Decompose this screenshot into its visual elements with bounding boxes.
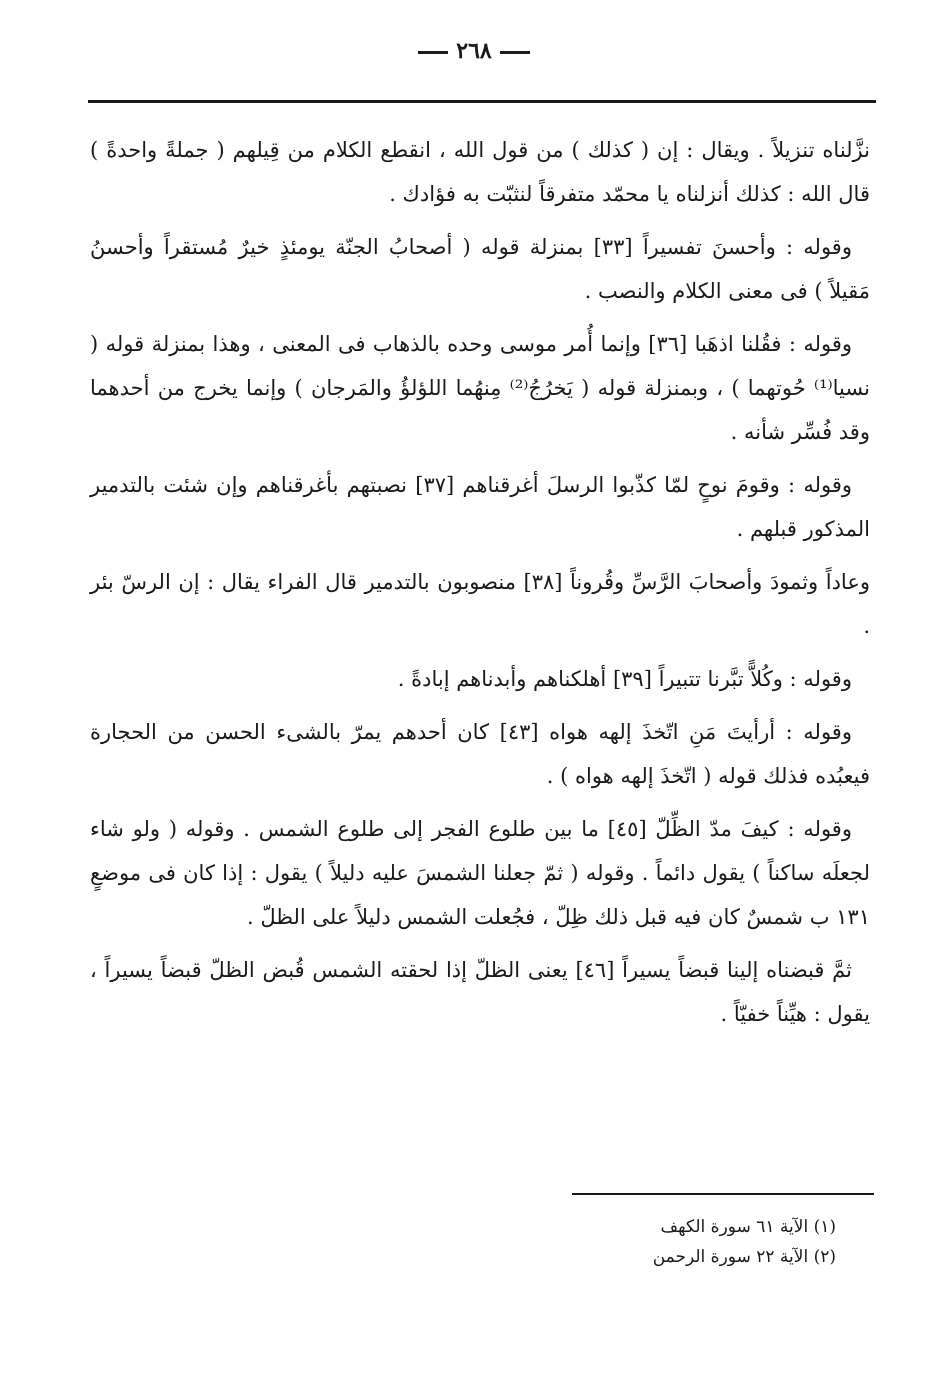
header-rule xyxy=(88,100,876,103)
header-dash-right xyxy=(500,51,530,54)
paragraph: وقوله : فقُلنا اذهَبا [٣٦] وإنما أُمر موسى وحده بالذهاب فى المعنى ، وهذا بمنزلة قوله ( نسيا⁽¹⁾ حُوتهما ) ، وبمنزلة قوله ( يَخرُجُ⁽²⁾ مِنهُما اللؤلؤُ والمَرجان ) وإنما يخرج من أحدهما وقد فُسِّر شأنه . xyxy=(90,332,870,444)
paragraph: وقوله : وكُلاًّ تبَّرنا تتبيراً [٣٩] أهلكناهم وأبدناهم إبادةً . xyxy=(397,667,852,691)
footnotes xyxy=(520,1212,836,1272)
page-header xyxy=(0,38,948,64)
paragraph: وقوله : وقومَ نوحٍ لمّا كذّبوا الرسلَ أغرقناهم [٣٧] نصبتهم بأغرقناهم وإن شئت بالتدمير المذكور قبلهم . xyxy=(90,473,870,541)
paragraph: وقوله : وأحسنَ تفسيراً [٣٣] بمنزلة قوله ( أصحابُ الجنّة يومئذٍ خيرٌ مُستقراً وأحسنُ مَقيلاً ) فى معنى الكلام والنصب . xyxy=(90,235,870,303)
paragraph: ثمَّ قبضناه إلينا قبضاً يسيراً [٤٦] يعنى الظلّ إذا لحقته الشمس قُبض الظلّ قبضاً يسيراً ، يقول : هيِّناً خفيّاً . xyxy=(90,958,870,1026)
paragraph: نزَّلناه تنزيلاً . ويقال : إن ( كذلك ) من قول الله ، انقطع الكلام من قِيلهم ( جملةً واحدةً ) قال الله : كذلك أنزلناه يا محمّد متفرقاً لنثبّت به فؤادك . xyxy=(90,138,870,206)
body-text xyxy=(90,128,870,1045)
paragraph: وقوله : كيفَ مدّ الظِّلّ [٤٥] ما بين طلوع الفجر إلى طلوع الشمس . وقوله ( ولو شاء لجعلَه ساكناً ) يقول دائماً . وقوله ( ثمّ جعلنا الشمسَ عليه دليلاً ) يقول : إذا كان فى موضعٍ ١٣١ ب شمسٌ كان فيه قبل ذلك ظِلّ ، فجُعلت الشمس دليلاً على الظلّ . xyxy=(90,817,870,929)
footnote: (١) الآية ٦١ سورة الكهف xyxy=(660,1217,836,1237)
header-dash-left xyxy=(418,51,448,54)
page-number: ٢٦٨ xyxy=(456,38,492,64)
footnote: (٢) الآية ٢٢ سورة الرحمن xyxy=(652,1247,836,1267)
paragraph: وعاداً وثمودَ وأصحابَ الرَّسِّ وقُروناً [٣٨] منصوبون بالتدمير قال الفراء يقال : إن الرسّ بئر . xyxy=(90,570,871,638)
paragraph: وقوله : أرأيتَ مَنِ اتّخذَ إلهه هواه [٤٣] كان أحدهم يمرّ بالشىء الحسن من الحجارة فيعبُده فذلك قوله ( اتّخذَ إلهه هواه ) . xyxy=(90,720,870,788)
footnote-rule xyxy=(572,1193,874,1195)
